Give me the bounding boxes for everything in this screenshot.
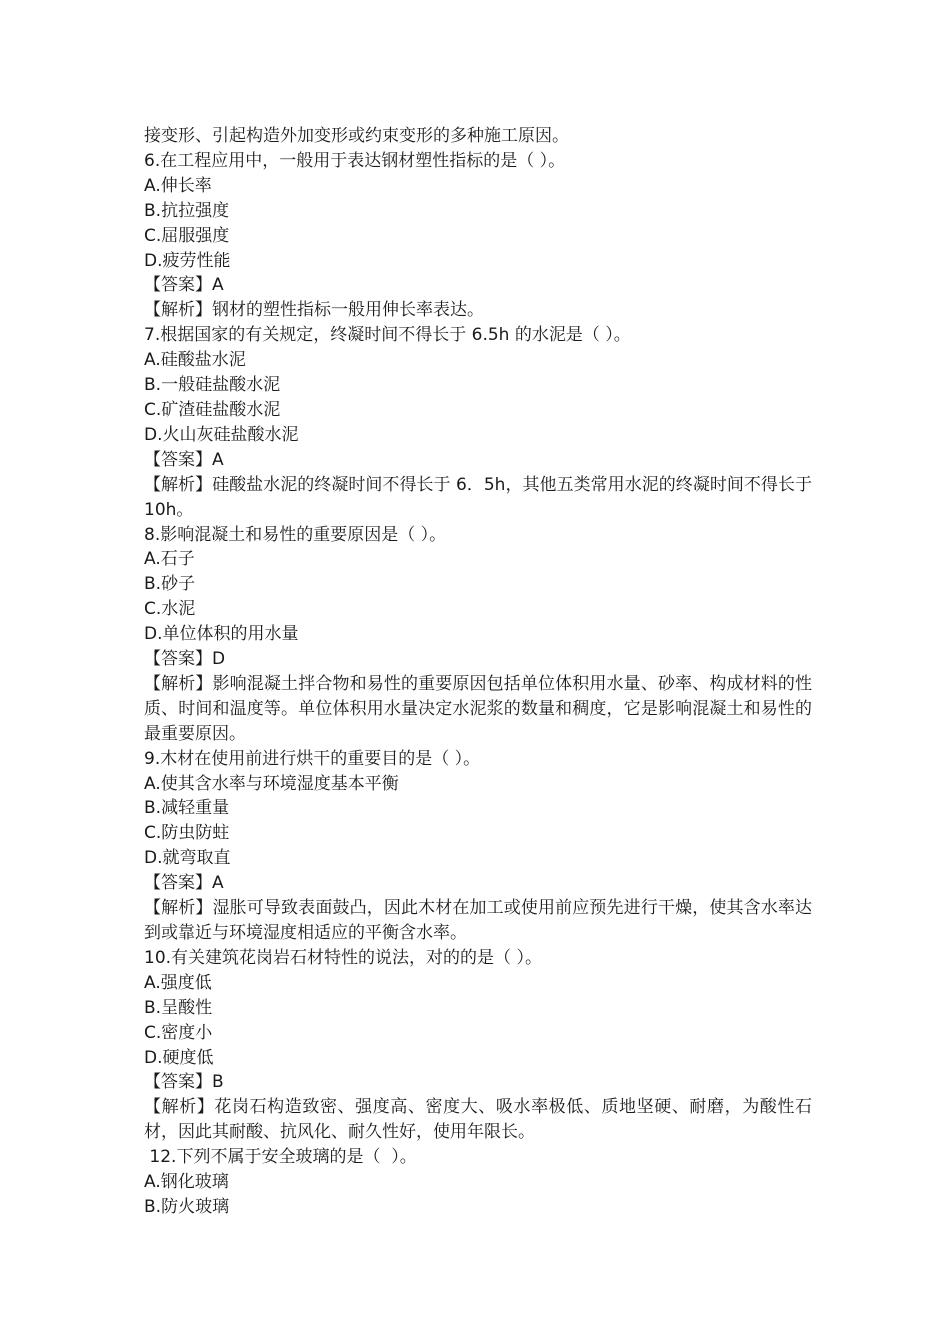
answer: 【答案】A <box>144 873 224 894</box>
option-c: C.矿渣硅盐酸水泥 <box>144 399 281 420</box>
option-a: A.钢化玻璃 <box>144 1172 229 1193</box>
option-b: B.减轻重量 <box>144 798 230 819</box>
option-c: C.屈服强度 <box>144 225 230 246</box>
explanation: 【解析】钢材的塑性指标一般用伸长率表达。 <box>144 300 484 321</box>
option-c: C.防虫防蛀 <box>144 823 230 844</box>
option-b: B.抗拉强度 <box>144 200 230 221</box>
option-a: A.伸长率 <box>144 175 212 196</box>
option-d: D.疲劳性能 <box>144 250 231 271</box>
document-body <box>144 124 812 1220</box>
question-6: 6.在工程应用中，一般用于表达钢材塑性指标的是（ ）。 <box>144 150 566 171</box>
text-line: 接变形、引起构造外加变形或约束变形的多种施工原因。 <box>144 126 569 146</box>
option-b: B.砂子 <box>144 574 196 595</box>
option-a: A.硅酸盐水泥 <box>144 350 246 371</box>
option-b: B.呈酸性 <box>144 997 213 1018</box>
answer: 【答案】A <box>144 275 224 296</box>
option-d: D.单位体积的用水量 <box>144 624 299 645</box>
option-c: C.密度小 <box>144 1022 213 1043</box>
explanation: 【解析】湿胀可导致表面鼓凸，因此木材在加工或使用前应预先进行干燥，使其含水率达到或靠近与环境湿度相适应的平衡含水率。 <box>144 898 812 943</box>
option-d: D.硬度低 <box>144 1047 214 1068</box>
option-a: A.使其含水率与环境湿度基本平衡 <box>144 773 399 794</box>
answer: 【答案】D <box>144 649 226 670</box>
option-c: C.水泥 <box>144 599 196 620</box>
question-12: 12.下列不属于安全玻璃的是（ ）。 <box>144 1147 417 1168</box>
option-a: A.强度低 <box>144 972 212 993</box>
option-b: B.一般硅盐酸水泥 <box>144 375 281 396</box>
option-d: D.火山灰硅盐酸水泥 <box>144 424 299 445</box>
question-8: 8.影响混凝土和易性的重要原因是（ ）。 <box>144 524 447 545</box>
explanation: 【解析】花岗石构造致密、强度高、密度大、吸水率极低、质地坚硬、耐磨，为酸性石材，因此其耐酸、抗风化、耐久性好，使用年限长。 <box>144 1097 812 1143</box>
answer: 【答案】B <box>144 1072 224 1093</box>
question-9: 9.木材在使用前进行烘干的重要目的是（ ）。 <box>144 748 481 769</box>
question-10: 10.有关建筑花岗岩石材特性的说法，对的的是（ ）。 <box>144 947 542 968</box>
question-7: 7.根据国家的有关规定，终凝时间不得长于 6.5h 的水泥是（ ）。 <box>144 325 631 346</box>
explanation: 【解析】硅酸盐水泥的终凝时间不得长于 6．5h，其他五类常用水泥的终凝时间不得长于 10h。 <box>144 474 812 520</box>
answer: 【答案】A <box>144 449 224 470</box>
option-b: B.防火玻璃 <box>144 1196 230 1217</box>
explanation: 【解析】影响混凝土拌合物和易性的重要原因包括单位体积用水量、砂率、构成材料的性质、时间和温度等。单位体积用水量决定水泥浆的数量和稠度，它是影响混凝土和易性的最重要原因。 <box>144 673 812 744</box>
option-d: D.就弯取直 <box>144 848 231 869</box>
option-a: A.石子 <box>144 549 195 570</box>
